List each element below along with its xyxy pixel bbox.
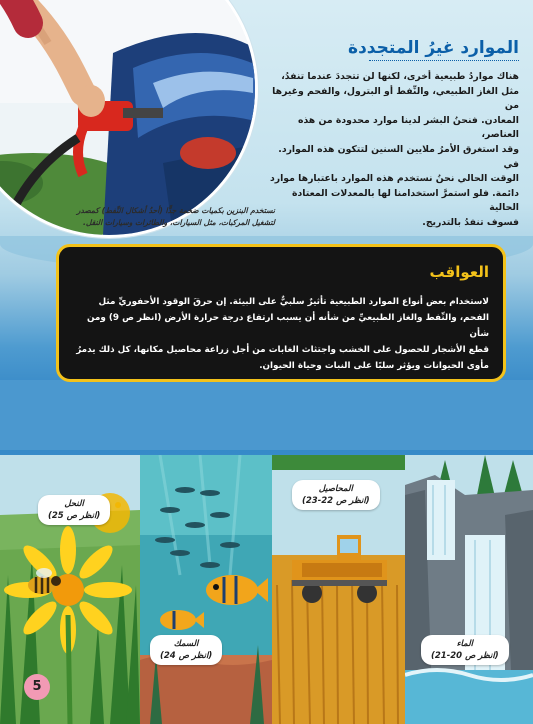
caption-line: لتشغيل المركبات، مثل السيارات، والطائرات وسيارات النقل. <box>82 218 275 227</box>
panel-ref: (انظر ص 22-23) <box>302 496 370 506</box>
consequences-line: مأوى الحيوانات ويؤثر سلبًا على النبات وحياة الحيوان. <box>259 361 489 371</box>
caption-line: نستخدم البنزين بكميات ضخمة جدًّا (أحدُ أشكال النِّفط) كمصدر <box>76 206 275 215</box>
consequences-line: لاستخدام بعض أنواع الموارد الطبيعية تأثيرٌ سلبيٌّ على البيئة. إن حرقَ الوقود الأحفوريِّ مثل <box>98 297 489 307</box>
consequences-title: العواقب <box>429 263 489 281</box>
panel-ref: (انظر ص 20-21) <box>431 651 499 661</box>
panel-ref: (انظر ص 25) <box>48 511 101 521</box>
fuel-nozzle-photo <box>0 0 258 238</box>
page-number: 5 <box>24 674 50 700</box>
intro-line: وقد استغرق الأمرُ ملايين السنين لتتكون هذه الموارد. في <box>278 143 519 170</box>
wave-band <box>0 380 533 450</box>
intro-line: الوقت الحالي نحنُ نستخدم هذه الموارد باعتبارها موارد <box>270 173 519 185</box>
consequences-text <box>71 294 489 374</box>
consequences-line: الفحم، والنِّفط والغاز الطبيعيِّ من شأنه أن يسبب ارتفاع درجة حرارة الأرض (انظر ص 9) ومن شأن <box>86 313 489 339</box>
intro-line: دائمة. فلو استمرَّ استخدامنا لها بالمعدلات المعتادة الحالية <box>292 187 519 214</box>
panel-name: المحاصيل <box>318 484 353 494</box>
panel-name: النحل <box>64 499 84 509</box>
consequences-box <box>56 244 506 382</box>
intro-line: مثل الغاز الطبيعي، والنِّفط أو البترول، والفحم وغيرها من <box>272 85 519 112</box>
consequences-line: قطع الأشجار للحصول على الخشب واجتثاث الغابات من أجل زراعة محاصيل مكانها، كل ذلك يدمرُ <box>76 345 489 355</box>
section-title: الموارد غيرُ المتجددة <box>348 38 519 58</box>
fish-label <box>150 635 222 665</box>
panel-name: السمك <box>173 639 199 649</box>
intro-line: فسوف تنفدُ بالتدريج. <box>422 216 519 228</box>
water-panel <box>405 455 533 724</box>
panel-name: الماء <box>456 639 474 649</box>
bees-panel <box>0 455 140 724</box>
fish-panel <box>140 455 272 724</box>
water-label <box>421 635 509 665</box>
intro-line: المعادن. فنحنُ البشر لدينا موارد محدودة من هذه العناصر، <box>297 114 519 141</box>
photo-caption <box>17 205 275 229</box>
crops-label <box>292 480 380 510</box>
intro-paragraph <box>267 70 519 231</box>
bees-label <box>38 495 110 525</box>
panel-ref: (انظر ص 24) <box>160 651 213 661</box>
title-underline <box>369 60 519 61</box>
intro-line: هناك مواردُ طبيعية أخرى، لكنها لن تتجددَ عندما تنفدُ، <box>281 71 519 82</box>
crops-panel <box>272 455 405 724</box>
